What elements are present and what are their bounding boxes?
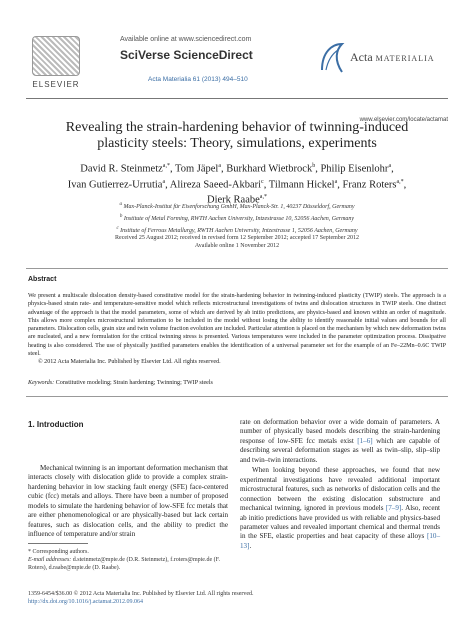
corresponding-authors-note: * Corresponding authors. bbox=[28, 549, 89, 555]
journal-header bbox=[0, 28, 474, 123]
author-name[interactable]: , Tilmann Hickel bbox=[263, 179, 335, 190]
article-footer bbox=[28, 590, 448, 606]
section-heading-introduction: 1. Introduction bbox=[28, 420, 84, 429]
keywords-list: Constitutive modeling; Strain hardening; Twinning; TWIP steels bbox=[55, 380, 213, 386]
author-name[interactable]: , Alireza Saeed-Akbari bbox=[165, 179, 262, 190]
author-affiliation-mark: a bbox=[218, 163, 221, 169]
elsevier-logo bbox=[26, 36, 86, 94]
abstract-top-divider bbox=[26, 268, 448, 269]
received-dates: Received 25 August 2012; received in revised form 12 September 2012; accepted 17 September 2012 bbox=[115, 235, 359, 241]
author-affiliation-mark: a bbox=[162, 178, 166, 185]
article-dates bbox=[40, 234, 434, 250]
intro-paragraph: When looking beyond these approaches, we found that new experimental investigations have revealed additional important microstructural features, such as networks of dislocation cells and the connection between the existing dislocation substructure and mechanical twinning, ignored in previous models [7–9]. Also, recent ab initio predictions have provided us with reliable and physics-based parameter values and revealed important chemical and thermal trends in the SFE, elastic properties and heat capacity of these alloys [10–13]. bbox=[240, 466, 440, 550]
journal-url[interactable]: www.elsevier.com/locate/actamat bbox=[359, 117, 448, 123]
keywords-label: Keywords: bbox=[28, 380, 55, 386]
footnote-divider bbox=[28, 543, 88, 544]
intro-left-column: Mechanical twinning is an important deformation mechanism that interacts closely with dislocation glide to provide a complex strain-hardening behavior in low stacking fault energy (SFE) face-centered cubic (fcc) metals and alloys. There have been a number of proposed models to simulate the hardening behavior of low-SFE fcc metals that are either phenomenological or are physically-based but lack certain features, such as dislocation cells, and the ability to predict the influence of temperature and/or strain bbox=[28, 464, 228, 539]
article-title: Revealing the strain-hardening behavior of twinning-induced plasticity steels: Theory, simulations, experiments bbox=[65, 120, 409, 151]
doi-link[interactable]: http://dx.doi.org/10.1016/j.actamat.2012.09.064 bbox=[28, 599, 144, 605]
header-divider bbox=[26, 98, 448, 99]
journal-name-materialia: MATERIALIA bbox=[375, 54, 435, 63]
author-affiliation-mark: a,* bbox=[396, 178, 404, 185]
footnotes bbox=[28, 548, 228, 572]
intro-right-column bbox=[240, 418, 440, 551]
author-affiliation-mark: a bbox=[334, 178, 338, 185]
author-affiliation-mark: a,* bbox=[259, 194, 267, 200]
abstract-body bbox=[28, 292, 446, 367]
author-separator: , bbox=[403, 179, 407, 190]
author-separator: , bbox=[391, 163, 394, 175]
journal-name bbox=[350, 50, 435, 65]
author-name[interactable]: , Tom Jäpel bbox=[169, 163, 219, 175]
affiliation-c: $^c$ Institute of Ferrous Metallurgy, RWTH Aachen University, Intzestrasse 1, 52056 Aachen, Germany bbox=[116, 226, 358, 234]
journal-citation[interactable]: Acta Materialia 61 (2013) 494–510 bbox=[148, 76, 248, 83]
author-affiliation-mark: a bbox=[388, 163, 392, 169]
publisher-name: ELSEVIER bbox=[32, 80, 80, 89]
author-name[interactable]: Ivan Gutierrez-Urrutia bbox=[67, 179, 163, 190]
author-name[interactable]: , Burkhard Wietbrock bbox=[220, 163, 313, 175]
author-name[interactable]: , Franz Roters bbox=[337, 179, 397, 190]
author-name[interactable]: , Philip Eisenlohr bbox=[315, 163, 389, 175]
reference-link[interactable]: [7–9] bbox=[385, 504, 402, 513]
platform-name: SciVerse ScienceDirect bbox=[120, 48, 253, 62]
abstract-heading: Abstract bbox=[28, 276, 57, 283]
intro-paragraph: rate on deformation behavior over a wide domain of parameters. A number of physically based models describing the strain-hardening response of low-SFE fcc metals exist [1–6] which are capable of describing several deformation stages as well as twin–slip, slip–slip and twin–twin interactions. bbox=[240, 418, 440, 464]
available-online-text: Available online at www.sciencedirect.com bbox=[120, 36, 252, 43]
email-addresses bbox=[28, 556, 228, 572]
affiliation-a: $^a$ Max-Planck-Institut für Eisenforschung GmbH, Max-Planck-Str. 1, 40237 Düsseldorf, Germany bbox=[119, 202, 355, 210]
affiliations bbox=[50, 200, 424, 236]
author-affiliation-mark: a,* bbox=[162, 163, 170, 169]
abstract-text: We present a multiscale dislocation density-based constitutive model for the strain-hardening behavior in twinning-induced plasticity (TWIP) steels. The approach is a physics-based strain rate- and temperature-sensitive model which reflects microstructural investigations of twins and dislocation structures in TWIP steels. One distinct advantage of the approach is that the model parameters, some of which are derived by ab initio predictions, are physics-based and known within an order of magnitude. This allows more complex microstructural information to be included in the model without losing the ability to identify reasonable initial values and bounds for all parameters. Dislocation cells, grain size and twin volume fraction evolution are included. Particular attention is placed on the mechanism by which new deformation twins are nucleated, and a new formulation for the critical twinning stress is presented. Various temperatures were included in the parameter optimization process. Dissipative heating is also considered. The use of physically justified parameters enables the identification of a universal parameter set for the example of an Fe–22Mn–0.6C TWIP steel. bbox=[28, 293, 446, 358]
author-name[interactable]: David R. Steinmetz bbox=[80, 163, 163, 175]
keywords bbox=[28, 380, 446, 386]
journal-name-acta: Acta bbox=[350, 50, 373, 64]
abstract-copyright: © 2012 Acta Materialia Inc. Published by Elsevier Ltd. All rights reserved. bbox=[38, 359, 221, 366]
affiliation-b: $^b$ Institute of Metal Forming, RWTH Aachen University, Intzestrasse 10, 52056 Aachen, Germany bbox=[119, 214, 355, 222]
elsevier-tree-icon bbox=[32, 36, 80, 76]
reference-link[interactable]: [10–13] bbox=[240, 532, 440, 550]
journal-logo bbox=[318, 38, 448, 88]
author-affiliation-mark: c bbox=[261, 178, 264, 185]
available-date: Available online 1 November 2012 bbox=[194, 243, 280, 249]
email-label: E-mail addresses: bbox=[28, 557, 72, 563]
issn-copyright: 1359-6454/$36.00 © 2012 Acta Materialia Inc. Published by Elsevier Ltd. All rights reserved. bbox=[28, 591, 254, 597]
abstract-bottom-divider bbox=[26, 396, 448, 397]
author-affiliation-mark: b bbox=[312, 163, 316, 169]
acta-mark-icon bbox=[318, 40, 346, 76]
email-list[interactable]: d.steinmetz@mpie.de (D.R. Steinmetz), f.roters@mpie.de (F. Roters), d.raabe@mpie.de (D. Raabe). bbox=[28, 557, 220, 571]
reference-link[interactable]: [1–6] bbox=[357, 436, 373, 445]
author-name[interactable]: Dierk Raabe bbox=[207, 194, 260, 206]
